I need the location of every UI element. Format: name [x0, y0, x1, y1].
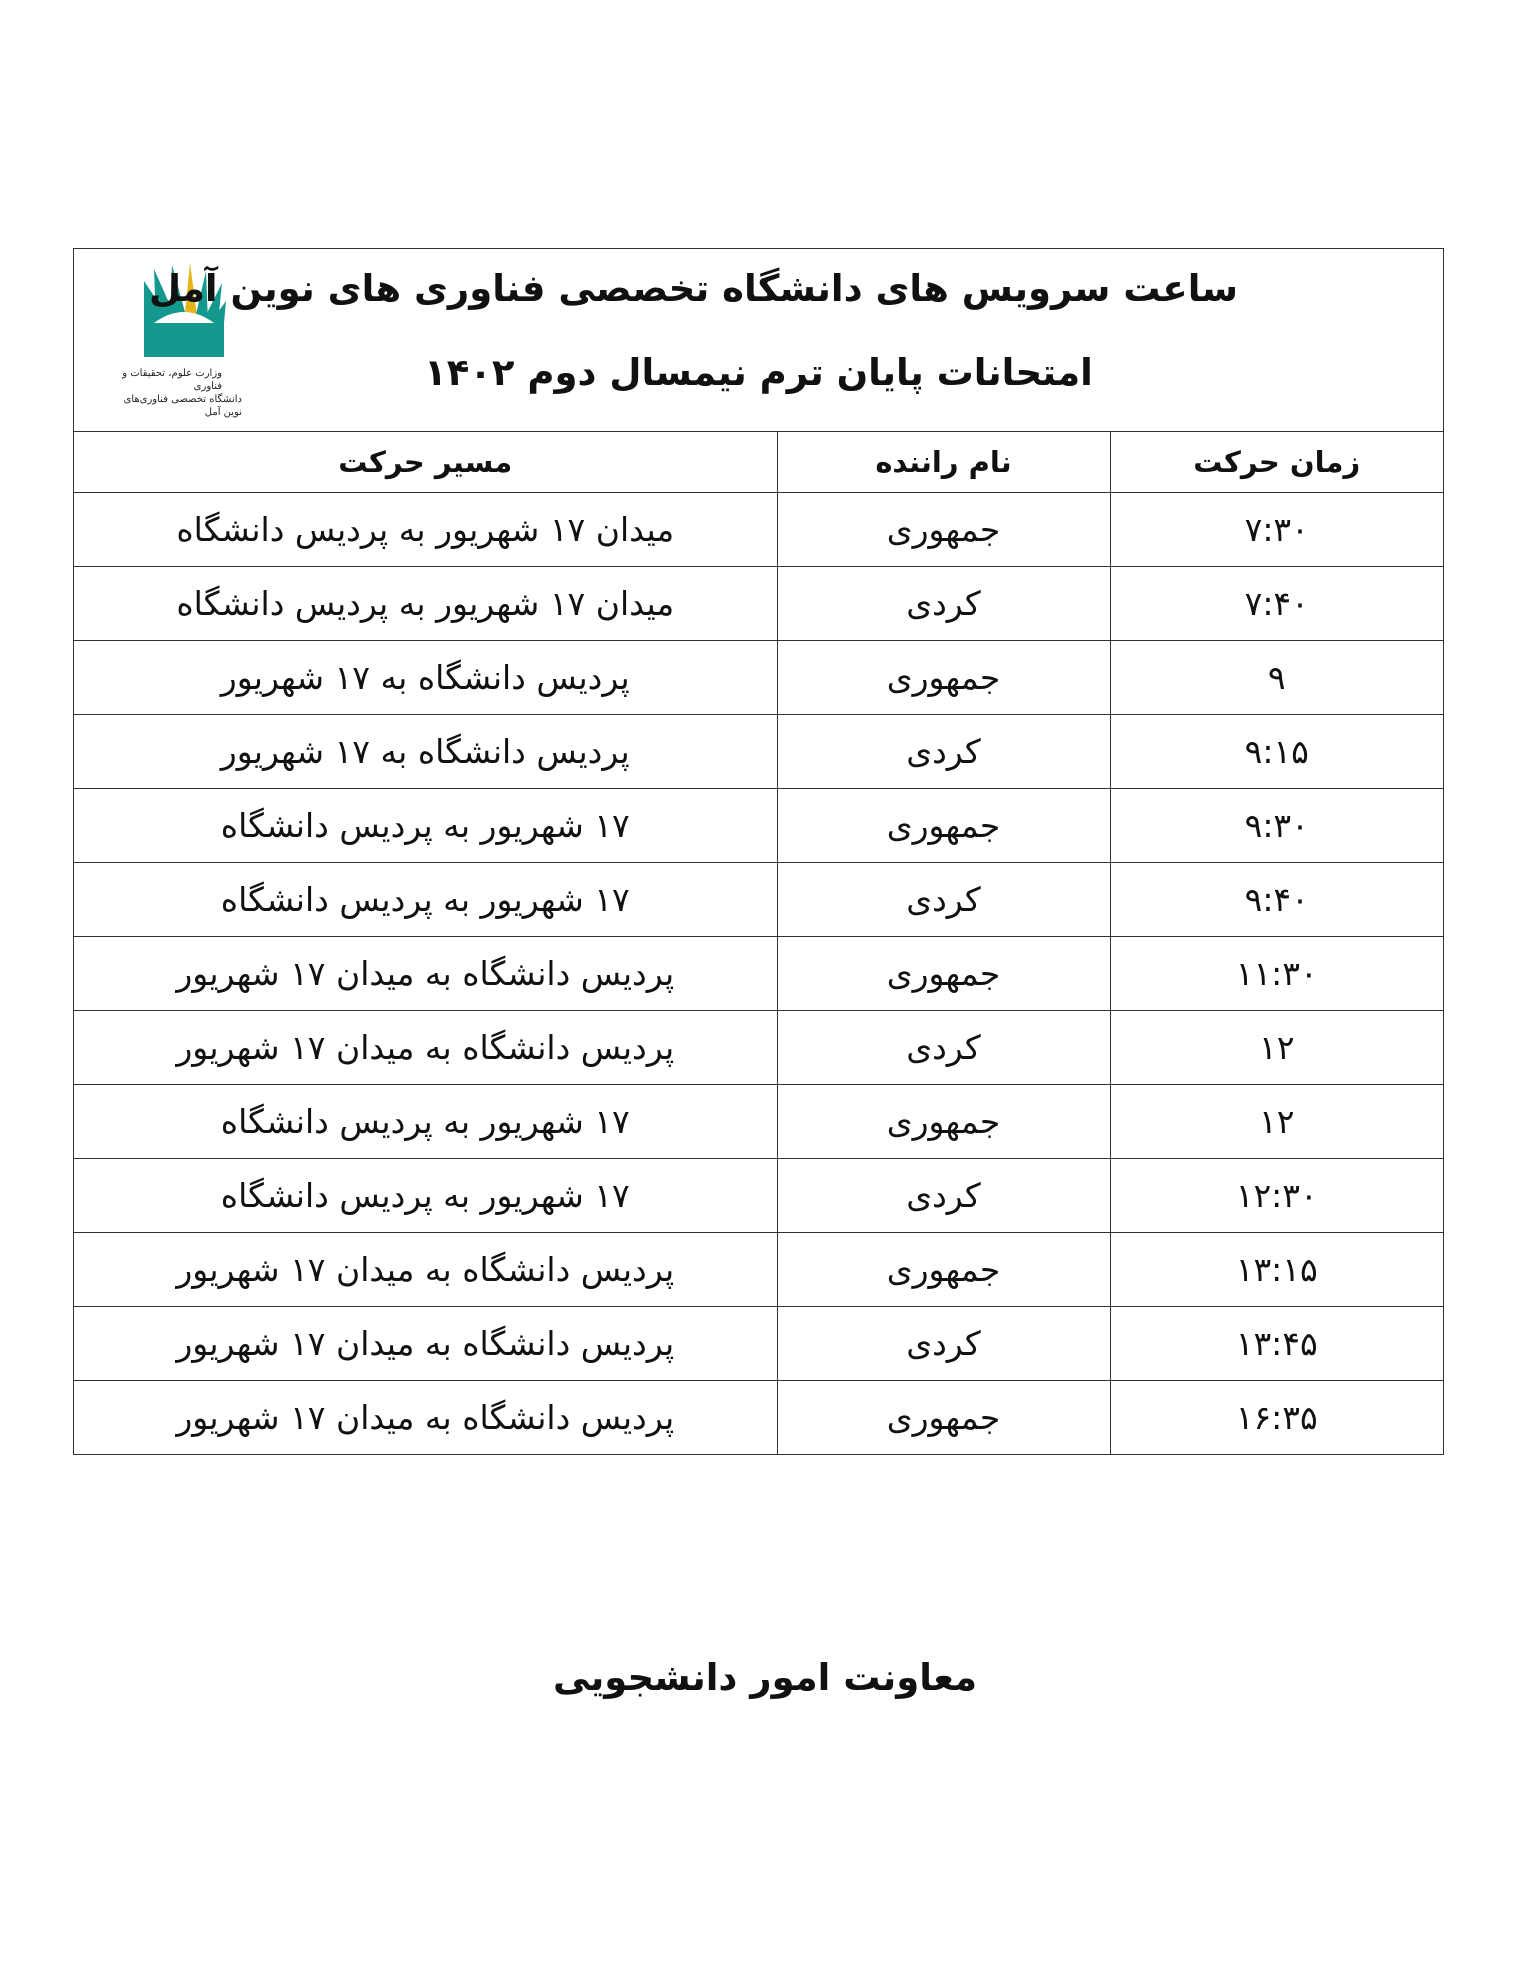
cell-driver: جمهوری — [777, 1233, 1110, 1307]
page-subtitle: امتحانات پایان ترم نیمسال دوم ۱۴۰۲ — [424, 351, 1093, 394]
table-row — [74, 641, 1443, 715]
table-row — [74, 567, 1443, 641]
cell-time: ۹:۴۰ — [1110, 863, 1443, 937]
cell-route: ۱۷ شهریور به پردیس دانشگاه — [74, 1085, 777, 1159]
table-row — [74, 715, 1443, 789]
schedule-table — [74, 432, 1443, 1454]
cell-time: ۹:۳۰ — [1110, 789, 1443, 863]
cell-driver: جمهوری — [777, 493, 1110, 567]
table-row — [74, 1159, 1443, 1233]
signature-office: معاونت امور دانشجویی — [552, 1656, 977, 1699]
cell-driver: کردی — [777, 1011, 1110, 1085]
table-row — [74, 1233, 1443, 1307]
cell-time: ۱۱:۳۰ — [1110, 937, 1443, 1011]
cell-route: پردیس دانشگاه به ۱۷ شهریور — [74, 715, 777, 789]
cell-driver: کردی — [777, 1307, 1110, 1381]
cell-route: ۱۷ شهریور به پردیس دانشگاه — [74, 863, 777, 937]
cell-route: پردیس دانشگاه به میدان ۱۷ شهریور — [74, 1011, 777, 1085]
cell-route: پردیس دانشگاه به میدان ۱۷ شهریور — [74, 1233, 777, 1307]
cell-driver: جمهوری — [777, 789, 1110, 863]
table-row — [74, 789, 1443, 863]
cell-driver: کردی — [777, 567, 1110, 641]
cell-time: ۱۳:۱۵ — [1110, 1233, 1443, 1307]
table-row — [74, 493, 1443, 567]
cell-time: ۱۲ — [1110, 1085, 1443, 1159]
cell-driver: جمهوری — [777, 1085, 1110, 1159]
cell-route: ۱۷ شهریور به پردیس دانشگاه — [74, 789, 777, 863]
cell-route: پردیس دانشگاه به میدان ۱۷ شهریور — [74, 1381, 777, 1455]
cell-driver: کردی — [777, 863, 1110, 937]
cell-route: میدان ۱۷ شهریور به پردیس دانشگاه — [74, 493, 777, 567]
table-row — [74, 937, 1443, 1011]
column-header-driver: نام راننده — [777, 432, 1110, 493]
column-header-route: مسیر حرکت — [74, 432, 777, 493]
cell-time: ۱۲ — [1110, 1011, 1443, 1085]
cell-time: ۱۲:۳۰ — [1110, 1159, 1443, 1233]
logo-caption-university: دانشگاه تخصصی فناوری‌های نوین آمل — [123, 394, 242, 418]
schedule-header — [74, 249, 1443, 432]
cell-time: ۷:۳۰ — [1110, 493, 1443, 567]
table-row — [74, 1011, 1443, 1085]
cell-driver: کردی — [777, 715, 1110, 789]
cell-driver: جمهوری — [777, 937, 1110, 1011]
table-row — [74, 1307, 1443, 1381]
cell-driver: جمهوری — [777, 641, 1110, 715]
cell-time: ۹ — [1110, 641, 1443, 715]
logo-caption-ministry: وزارت علوم، تحقیقات و فناوری — [122, 368, 222, 392]
cell-time: ۱۳:۴۵ — [1110, 1307, 1443, 1381]
table-row — [74, 1381, 1443, 1455]
cell-driver: کردی — [777, 1159, 1110, 1233]
cell-route: ۱۷ شهریور به پردیس دانشگاه — [74, 1159, 777, 1233]
cell-route: پردیس دانشگاه به ۱۷ شهریور — [74, 641, 777, 715]
table-header-row — [74, 432, 1443, 493]
cell-time: ۱۶:۳۵ — [1110, 1381, 1443, 1455]
cell-driver: جمهوری — [777, 1381, 1110, 1455]
schedule-sheet — [73, 248, 1444, 1455]
column-header-time: زمان حرکت — [1110, 432, 1443, 493]
cell-time: ۷:۴۰ — [1110, 567, 1443, 641]
cell-route: پردیس دانشگاه به میدان ۱۷ شهریور — [74, 937, 777, 1011]
table-row — [74, 1085, 1443, 1159]
table-row — [74, 863, 1443, 937]
page-title: ساعت سرویس های دانشگاه تخصصی فناوری های نوین آمل — [149, 267, 1238, 310]
cell-route: پردیس دانشگاه به میدان ۱۷ شهریور — [74, 1307, 777, 1381]
cell-route: میدان ۱۷ شهریور به پردیس دانشگاه — [74, 567, 777, 641]
cell-time: ۹:۱۵ — [1110, 715, 1443, 789]
